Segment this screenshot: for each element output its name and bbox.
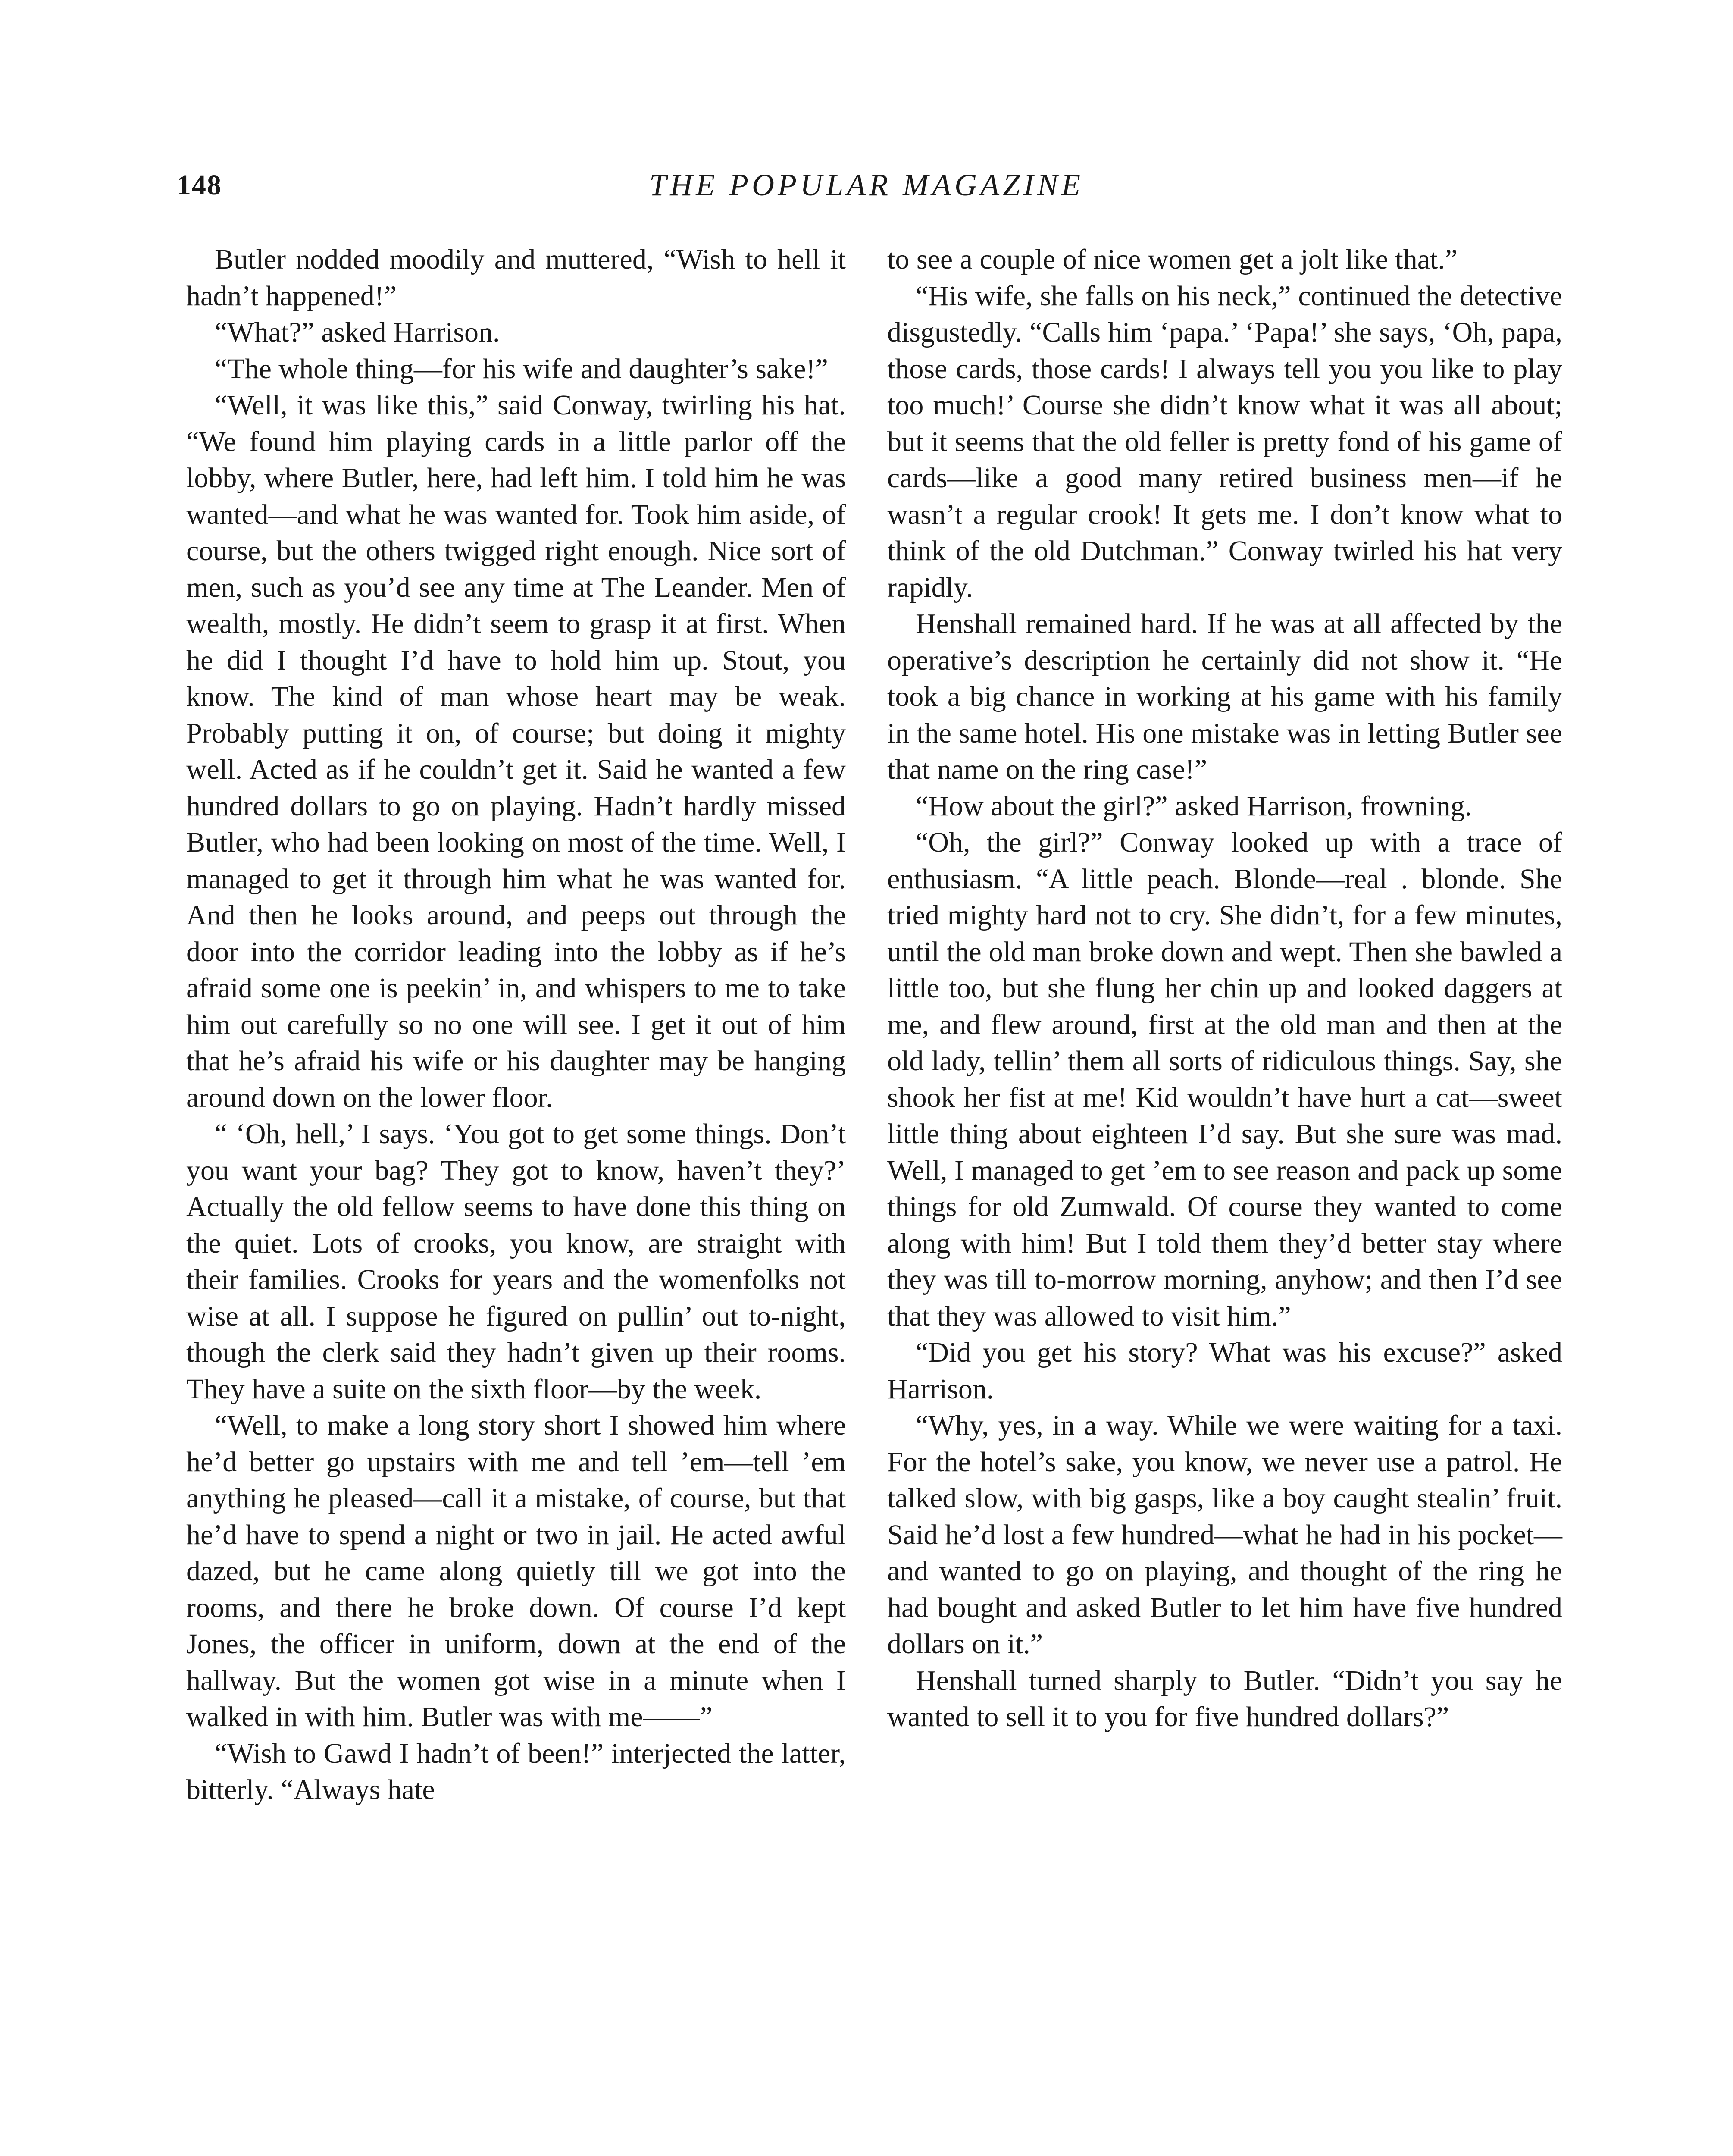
running-title: THE POPULAR MAGAZINE [649, 168, 1084, 202]
paragraph: Henshall turned sharply to Butler. “Didn’t you say he wanted to sell it to you for five hundred dollars?” [887, 1664, 1562, 1733]
paragraph: Butler nodded moodily and muttered, “Wish to hell it hadn’t happened!” [186, 244, 846, 312]
paragraph-continued: to see a couple of nice women get a jolt like that.” [887, 244, 1458, 275]
paragraph: Henshall remained hard. If he was at all affected by the operative’s description he certainly did not show it. “He took a big chance in working at his game with his family in the same hotel. His one mistake was in letting Butler see that name on the ring case!” [887, 608, 1562, 785]
paragraph: “Did you get his story? What was his excuse?” asked Harrison. [887, 1337, 1562, 1405]
page-number: 148 [177, 169, 222, 201]
paragraph: “ ‘Oh, hell,’ I says. ‘You got to get some things. Don’t you want your bag? They got to know, haven’t they?’ Actually the old fellow seems to have done this thing on the quiet. Lots of crooks, you know, are straight with their families. Crooks for years and the womenfolks not wise at all. I suppose he figured on pullin’ out to-night, though the clerk said they hadn’t given up their rooms. They have a suite on the sixth floor—by the week. [186, 1118, 846, 1405]
paragraph: “How about the girl?” asked Harrison, frowning. [916, 790, 1472, 822]
paragraph: “His wife, she falls on his neck,” continued the detective disgustedly. “Calls him ‘papa.’ ‘Papa!’ she says, ‘Oh, papa, those cards, those cards! I always tell you you like to play too much!’ Course she didn’t know what it was all about; but it seems that the old feller is pretty fond of his game of cards—like a good many retired business men—if he wasn’t a regular crook! It gets me. I don’t know what to think of the old Dutchman.” Conway twirled his hat very rapidly. [887, 280, 1562, 603]
paragraph: “Oh, the girl?” Conway looked up with a trace of enthusiasm. “A little peach. Blonde—real . blonde. She tried mighty hard not to cry. She didn’t, for a few minutes, until the old man broke down and wept. Then she bawled a little too, but she flung her chin up and looked daggers at me, and flew around, first at the old man and then at the old lady, tellin’ them all sorts of ridiculous things. Say, she shook her fist at me! Kid wouldn’t have hurt a cat—sweet little thing about eighteen I’d say. But she sure was mad. Well, I managed to get ’em to see reason and pack up some things for old Zumwald. Of course they wanted to come along with him! But I told them they’d better stay where they was till to-morrow morning, anyhow; and then I’d see that they was allowed to visit him.” [887, 827, 1562, 1332]
text-column-left [186, 241, 846, 1808]
paragraph: “What?” asked Harrison. [215, 317, 500, 348]
paragraph: “Well, to make a long story short I showed him where he’d better go upstairs with me and tell ’em—tell ’em anything he pleased—call it a mistake, of course, but that he’d have to spend a night or two in jail. He acted awful dazed, but he came along quietly till we got into the rooms, and there he broke down. Of course I’d kept Jones, the officer in uniform, down at the end of the hallway. But the women got wise in a minute when I walked in with him. Butler was with me——” [186, 1410, 846, 1733]
paragraph: “Well, it was like this,” said Conway, twirling his hat. “We found him playing cards in a little parlor off the lobby, where Butler, here, had left him. I told him he was wanted—and what he was wanted for. Took him aside, of course, but the others twigged right enough. Nice sort of men, such as you’d see any time at The Leander. Men of wealth, mostly. He didn’t seem to grasp it at first. When he did I thought I’d have to hold him up. Stout, you know. The kind of man whose heart may be weak. Probably putting it on, of course; but doing it mighty well. Acted as if he couldn’t get it. Said he wanted a few hundred dollars to go on playing. Hadn’t hardly missed Butler, who had been looking on most of the time. Well, I managed to get it through him what he was wanted for. And then he looks around, and peeps out through the door into the corridor leading into the lobby as if he’s afraid some one is peekin’ in, and whispers to me to take him out carefully so no one will see. I get it out of him that he’s afraid his wife or his daughter may be hanging around down on the lower floor. [186, 389, 846, 1113]
paragraph: “Wish to Gawd I hadn’t of been!” interjected the latter, bitterly. “Always hate [186, 1737, 846, 1805]
text-column-right [887, 241, 1562, 1736]
paragraph: “Why, yes, in a way. While we were waiting for a taxi. For the hotel’s sake, you know, we never use a patrol. He talked slow, with big gasps, like a boy caught stealin’ fruit. Said he’d lost a few hundred—what he had in his pocket—and wanted to go on playing, and thought of the ring he had bought and asked Butler to let him have five hundred dollars on it.” [887, 1410, 1562, 1660]
paragraph: “The whole thing—for his wife and daughter’s sake!” [215, 353, 828, 385]
